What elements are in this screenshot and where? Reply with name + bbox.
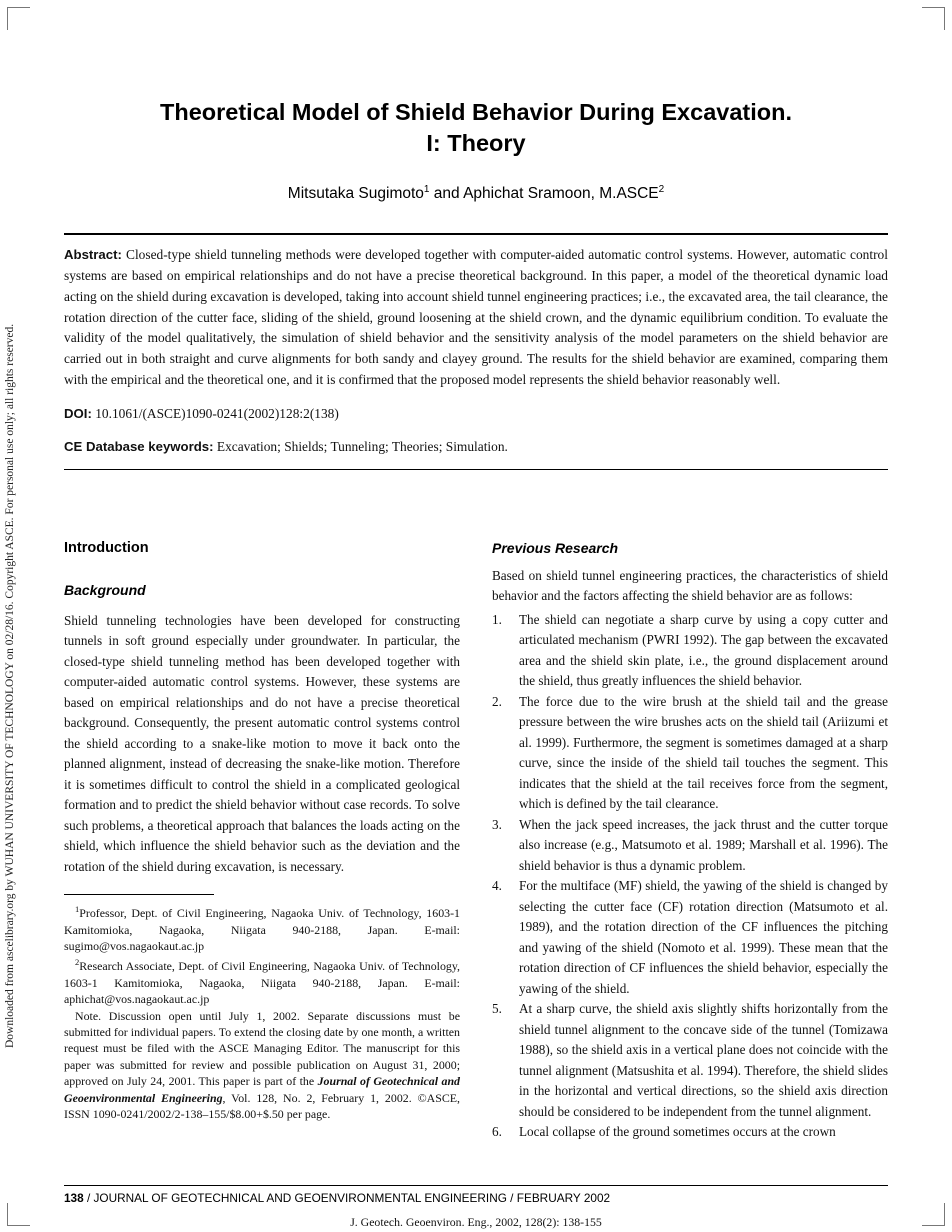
abstract-text: Closed-type shield tunneling methods were developed together with computer-aided automatic control systems. However, automatic control systems are based on empirical relationships and do not have a precise theoretical background. In this paper, a model of the theoretical dynamic load acting on the shield during excavation is developed, taking into account shield tunnel engineering practices; i.e., the excavated area, the tail clearance, the rotation direction of the cutter face, sliding of the shield, ground loosening at the shield crown, and the dynamic equilibrium condition. To evaluate the validity of the model qualitatively, the simulation of shield behavior and the sensitivity analysis of the model parameters on the shield behavior are carried out in both straight and curve alignments for both sandy and clayey ground. The results for the shield behavior are examined, comparing them with the empirical and the theoretical one, and it is confirmed that the proposed model represents the shield behavior reasonably well. xyxy=(64,247,888,387)
list-item-3-number: 3. xyxy=(492,816,502,832)
list-item-5 xyxy=(492,999,888,1122)
list-item-2 xyxy=(492,692,888,815)
crop-mark-top-left-icon xyxy=(7,7,30,30)
author-1-affiliation-sup: 1 xyxy=(423,184,430,195)
author-2-name: and Aphichat Sramoon, M.ASCE xyxy=(429,185,659,203)
keywords-label: CE Database keywords: xyxy=(64,438,214,454)
author-1-name: Mitsutaka Sugimoto xyxy=(287,185,424,203)
footnotes-block xyxy=(64,894,460,1122)
paper-title-line1: Theoretical Model of Shield Behavior During Excavation. xyxy=(159,99,792,125)
list-item-3 xyxy=(492,815,888,877)
doi-value: 10.1061/(ASCE)1090-0241(2002)128:2(138) xyxy=(95,405,339,421)
footnote-editorial-note xyxy=(64,1008,460,1123)
list-item-4-number: 4. xyxy=(492,878,502,894)
footnote-1-sup: 1 xyxy=(75,904,80,915)
doi-row xyxy=(64,404,888,424)
header-divider xyxy=(64,469,888,470)
right-column xyxy=(492,540,888,1143)
footnote-divider xyxy=(64,894,214,895)
list-item-6-text: Local collapse of the ground sometimes occurs at the crown xyxy=(519,1124,836,1140)
previous-research-intro: Based on shield tunnel engineering practices, the characteristics of shield behavior and the factors affecting the shield behavior are as follows: xyxy=(492,567,888,604)
list-item-2-text: The force due to the wire brush at the shield tail and the grease pressure between the wire brushes acts on the shield tail (Ariizumi et al. 1999). Furthermore, the segment is sometimes damaged at a sharp curve, since the inside of the shield tail touches the segment. This indicates that the shield at the tail receives force from the segment, which is defined by the tail clearance. xyxy=(519,693,888,812)
list-item-5-text: At a sharp curve, the shield axis slightly shifts horizontally from the shield tunnel alignment to the concave side of the tunnel (Tomizawa 1988), so the shield axis in a vertical plane does not coincide with the tunnel alignment (Matsushita et al. 1994). Therefore, the shield slides in the horizontal and vertical directions, so the shield axis direction should be considered to be independent from the tunnel alignment. xyxy=(519,1001,888,1119)
note-text-before: Note. Discussion open until July 1, 2002. Separate discussions must be submitted for individual papers. To extend the closing date by one month, a written request must be filed with the ASCE Managing Editor. The manuscript for this paper was submitted for review and possible publication on August 31, 2000; approved on July 24, 2001. This paper is part of the xyxy=(64,1008,460,1089)
footnote-1-text: Professor, Dept. of Civil Engineering, Nagaoka Univ. of Technology, 1603-1 Kamitomioka, Nagaoka, Niigata 940-2188, Japan. E-mail: sugimo@vos.nagaokaut.ac.jp xyxy=(64,906,460,954)
left-column xyxy=(64,540,460,1143)
doi-label: DOI: xyxy=(64,405,92,421)
subsection-heading-background: Background xyxy=(64,581,146,598)
list-item-6 xyxy=(492,1122,888,1143)
note-text-after: , Vol. 128, No. 2, February 1, 2002. ©ASCE, ISSN 1090-0241/2002/2-138–155/$8.00+$.50 per page. xyxy=(64,1090,460,1122)
footnote-author-2 xyxy=(64,954,460,1007)
list-item-5-number: 5. xyxy=(492,1001,502,1017)
abstract-section xyxy=(64,233,888,470)
download-watermark: Downloaded from ascelibrary.org by WUHAN UNIVERSITY OF TECHNOLOGY on 02/28/16. Copyright ASCE. For personal use only; all rights reserved. xyxy=(4,323,16,1048)
crop-mark-top-right-icon xyxy=(922,7,945,30)
list-item-4-text: For the multiface (MF) shield, the yawing of the shield is changed by selecting the cutter face (CF) rotation direction (Matsumoto et al. 1989), and the rotation direction of the CF influences the pitching and yawing of the shield (Nomoto et al. 1999). These mean that the rotation direction of CF influences the shield behavior, especially the yawing of the shield. xyxy=(519,878,888,996)
abstract-label: Abstract: xyxy=(64,247,122,263)
abstract-paragraph xyxy=(64,245,888,391)
author-2-affiliation-sup: 2 xyxy=(658,184,665,195)
two-column-body xyxy=(64,540,888,1143)
page-content xyxy=(64,0,888,1143)
list-item-2-number: 2. xyxy=(492,693,502,709)
list-item-3-text: When the jack speed increases, the jack thrust and the cutter torque also increase (e.g., Matsumoto et al. 1989; Marshall et al. 1996). The shield behavior is thus a dynamic problem. xyxy=(519,816,888,873)
bottom-citation: J. Geotech. Geoenviron. Eng., 2002, 128(2): 138-155 xyxy=(350,1215,602,1229)
journal-name: Journal of Geotechnical and Geoenvironmental Engineering xyxy=(64,1074,460,1105)
list-item-1-number: 1. xyxy=(492,611,502,627)
keywords-value: Excavation; Shields; Tunneling; Theories; Simulation. xyxy=(216,438,508,454)
introduction-paragraph: Shield tunneling technologies have been developed for constructing tunnels in soft ground especially under groundwater. In particular, the closed-type shield tunneling method has been developed together with computer-aided automatic control systems. However, these systems are based on empirical relationships and do not have a precise theoretical background. Consequently, the present automatic control systems control the shield according to a snake-like motion to move it back onto the planned alignment, instead of decreasing the snake-like motion. Therefore it is sometimes difficult to control the shield in a complicated geological formation and to predict the shield behavior without case records. To solve such problems, a theoretical approach that balances the loads acting on the shield, which influence the shield behavior such as the deviation and the rotation of the shield during excavation, is necessary. xyxy=(64,612,460,874)
footer-page-number: 138 xyxy=(64,1191,84,1205)
list-item-4 xyxy=(492,876,888,999)
list-item-6-number: 6. xyxy=(492,1124,502,1140)
paper-title xyxy=(64,97,888,159)
subsection-heading-previous-research: Previous Research xyxy=(492,539,619,556)
running-footer xyxy=(64,1185,888,1205)
paper-title-line2: I: Theory xyxy=(426,130,526,156)
footnote-2-sup: 2 xyxy=(75,957,80,968)
author-line xyxy=(64,184,888,203)
numbered-list xyxy=(492,610,888,1143)
list-item-1-text: The shield can negotiate a sharp curve by using a copy cutter and articulated mechanism (PWRI 1992). The gap between the excavated area and the shield skin plate, i.e., the ground displacement around the shield, thus greatly influences the shield behavior. xyxy=(519,611,888,689)
list-item-1 xyxy=(492,610,888,692)
section-heading-introduction: Introduction xyxy=(64,539,149,556)
footer-journal-text: / JOURNAL OF GEOTECHNICAL AND GEOENVIRONMENTAL ENGINEERING / FEBRUARY 2002 xyxy=(83,1191,611,1205)
keywords-row xyxy=(64,437,888,457)
footnote-2-text: Research Associate, Dept. of Civil Engineering, Nagaoka Univ. of Technology, 1603-1 Kamitomioka, Nagaoka, Niigata 940-2188, Japan. E-mail: aphichat@vos.nagaokaut.ac.jp xyxy=(64,959,460,1007)
footnote-author-1 xyxy=(64,901,460,954)
